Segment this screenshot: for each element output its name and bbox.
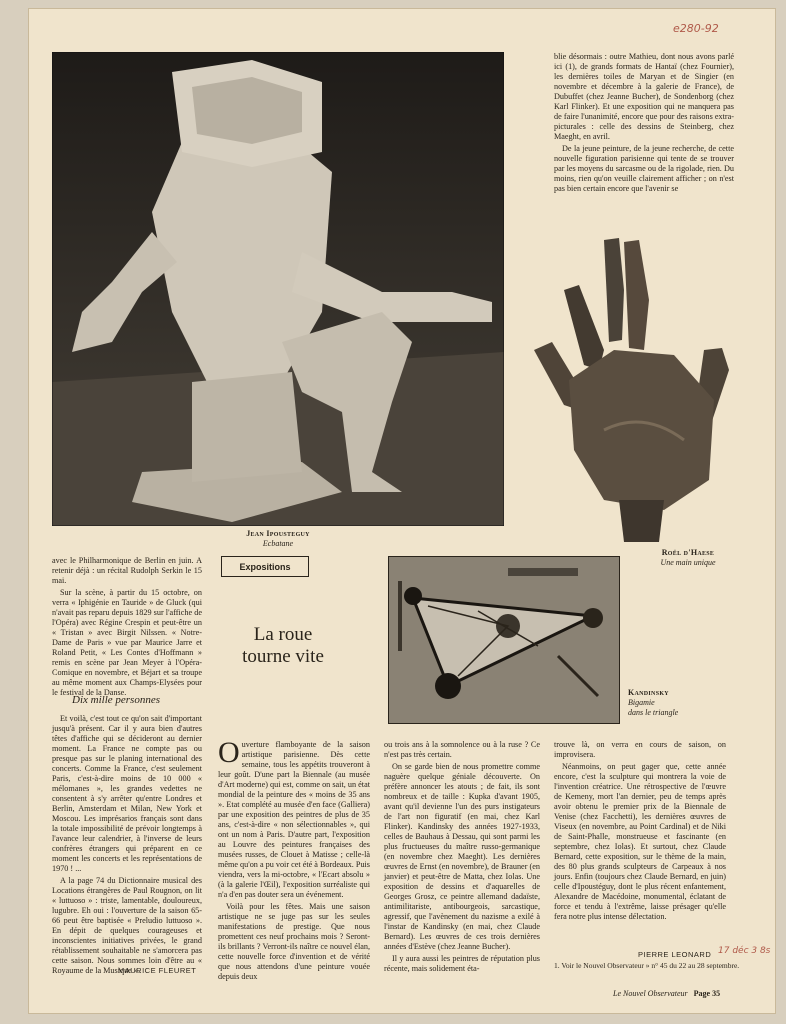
article-column-middle-2 [384, 740, 540, 976]
hand-photo [524, 230, 746, 542]
handwritten-date: 17 déc 3 8s [718, 946, 771, 956]
hand-title: Une main unique [660, 558, 716, 567]
painting-caption [628, 688, 728, 718]
painting-title-line1: Bigamie [628, 698, 655, 707]
article-column-right [554, 740, 726, 924]
paragraph: Sur la scène, à partir du 15 octobre, on verra « Iphigénie en Tauride » de Gluck (qui n'avait pas reparu depuis 1829 sur l'affiche de l'Opéra) avec Régine Crespin et peut-être un « Tristan » avec Birgit Nilssen. « Notre-Dame de Paris » vue par Maurice Jarre et Roland Petit, « Les Contes d'Hoffmann » remis en scène par Jean Meyer à l'Opéra-Comique en novembre, et Béjart et sa troupe au même moment aux Champs-Elysées pour le festival de la Danse. [52, 588, 202, 697]
sculpture-photo [52, 52, 504, 526]
page-footer [613, 989, 720, 998]
paragraph: Néanmoins, on peut gager que, cette année encore, c'est la sculpture qui montrera la voie de l'invention créatrice. Une rétrospective de l'œuvre de Kemeny, mort l'an dernier, peu de temps après avoir obtenu le premier prix de la Biennale de Venise (chez Facchetti), les dernières œuvres de Viseux (en novembre, au Point Cardinal) et de Niki de Saint-Phalle, monstrueuse et fascinante (en septembre, chez Iolas). Et surtout, chez Claude Bernard, cette exposition, sur le thème de la main, des 80 plus grands sculpteurs de Carpeaux à nos jours. Enfin (toujours chez Claude Bernard, en juin) celle d'Ipoustéguy, dont le plus récent enfantement, Alexandre de Macédoine, monumental, éclatant de force et tendu à l'extrême, laisse présager qu'elle fera notre plus intense délectation. [554, 762, 726, 921]
footnote: 1. Voir le Nouvel Observateur » n° 45 du 22 au 28 septembre. [554, 961, 740, 970]
hand-sculpture-image [524, 230, 746, 542]
headline: La roue tourne vite [242, 624, 324, 667]
page-number: Page 35 [693, 989, 721, 998]
byline-right: PIERRE LEONARD [638, 950, 712, 959]
article-column-right-top [554, 52, 734, 196]
paragraph: blie désormais : outre Mathieu, dont nous avons parlé ici (1), de grands formats de Hantaï (chez Fournier), les dernières toiles de Maryan et de Singier (en novembre et décembre à la galerie de France), de Dubuffet (chez Jeanne Bucher), de Sondenborg (chez Karl Flinker). Et une exposition qui ne manquera pas de faire l'unanimité, encore que pour des raisons extra-picturales : celle des dessins de Steinberg, chez Maeght, en avril. [554, 52, 734, 141]
article-column-left-bottom [52, 714, 202, 978]
paragraph: De la jeune peinture, de la jeune recherche, de cette nouvelle figuration parisienne qui tente de se trouver par les moyens du sarcasme ou de la rigolade, rien. Du moins, rien qu'on veuille clairement afficher ; on n'est pas bien certain encore que l'avenir se [554, 144, 734, 193]
magazine-name: Le Nouvel Observateur [613, 989, 688, 998]
section-label: Expositions [221, 556, 309, 577]
paragraph: Et voilà, c'est tout ce qu'on sait d'important jusqu'à présent. Car il y aura bien d'autres têtes d'affiche qui se décideront au dernier moment. La France ne compte pas ou presque pas sur le planing international des concerts. Comme la France, c'est seulement Paris, c'est-à-dire moins de 10 000 « mélomanes », les grandes vedettes ne consentent à s'y arrêter qu'entre Londres et Berlin, Amsterdam et Milan, New York et Moscou. Les imprésarios français sont dans la totale impossibilité de prévoir longtemps à l'avance leur calendrier, à l'inverse de leurs confrères étrangers qui préparent en ce moment les concerts et les représentations de 1970 ! ... [52, 714, 202, 873]
paragraph: Voilà pour les fêtes. Mais une saison artistique ne se juge pas sur les seules manifestations de prestige. Que nous promettent ces neuf prochains mois ? Seront-ils brillants ? Verront-ils naître ce nouvel élan, cette nouvelle force d'invention et de vérité que nous attendons d'une peinture vouée depuis deux [218, 902, 370, 981]
paragraph: ou trois ans à la somnolence ou à la ruse ? Ce n'est pas très certain. [384, 740, 540, 759]
subheading: Dix mille personnes [72, 694, 160, 706]
hand-caption [628, 548, 748, 568]
sculpture-caption [188, 529, 368, 549]
painting-title-line2: dans le triangle [628, 708, 679, 717]
article-column-left [52, 556, 202, 700]
byline-left: MAURICE FLEURET [118, 966, 197, 975]
sculpture-title: Ecbatane [262, 539, 294, 548]
hand-artist: Roël d'Haese [661, 548, 715, 557]
drop-cap: O [218, 736, 240, 769]
paragraph: avec le Philharmonique de Berlin en juin. A retenir déjà : un récital Rudolph Serkin le 15 mai. [52, 556, 202, 585]
painting-artist: Kandinsky [628, 688, 669, 697]
paragraph: uverture flamboyante de la saison artistique parisienne. Dès cette semaine, tous les appétits trouveront à leur goût. D'une part la Biennale (au musée d'Art moderne) qui est, comme on sait, un état mondial de la peinture des « moins de 35 ans ». Etat complété au musée d'en face (Galliera) par une exposition des peintres de plus de 35 ans, c'est-à-dire « non sélectionnables », qui ont un nom à Paris. D'autre part, l'exposition au Louvre des peintures françaises des musées russes, de Clouet à Matisse ; celle-là même qu'on a pu voir cet été à Bordeaux. Puis viendra, vers la mi-octobre, « l'Ecart absolu » (à la galerie l'Œil), l'exposition surréaliste qui n'a d'en pas douter sera un événement. [218, 740, 370, 899]
sculpture-artist: Jean Ipousteguy [246, 529, 310, 538]
handwritten-reference: e280-92 [673, 22, 719, 35]
painting-photo [388, 556, 620, 724]
paragraph: A la page 74 du Dictionnaire musical des Locations étrangères de Paul Rougnon, on lit « luttuoso » : triste, lamentable, douloureux, lugubre. Eh oui : l'ouverture de la saison 65-66 peut être baptisée « Preludio luttuoso ». En dépit de quelques courageuses et inconscientes initiatives privées, le grand rétablissement souhaitable ne s'amorcera pas cette saison. Nous sommes loin d'être au « Royaume de la Musique ». [52, 876, 202, 975]
paragraph: On se garde bien de nous promettre comme naguère quelque géniale découverte. On préfère annoncer les atouts ; de fait, ils sont nombreux et de taille : Kupka d'avant 1905, avant qu'il devienne l'un des purs instigateurs de l'art non figuratif (en mai, chez Karl Flinker). Kandinsky des années 1927-1933, celles de Bauhaus à Dessau, qui sont parmi les plus fructueuses du maître russo-germanique (en novembre chez Maeght). Les dernières œuvres de Ernst (en novembre), de Brauner (en janvier) et peut-être de Matta, chez Iolas. Une exposition de dessins et d'aquarelles de Georges Grosz, ce peintre allemand dadaïste, antimilitariste, antibourgeois, sarcastique, agressif, que l'avènement du nazisme a exilé à l'instar de Kandinsky (en mai, chez Claude Bernard). Les œuvres de ces trois dernières années d'Estève (chez Jeanne Bucher). [384, 762, 540, 951]
newspaper-page [28, 8, 776, 1014]
sculpture-image [52, 52, 504, 526]
paragraph: trouve là, on verra en cours de saison, on improvisera. [554, 740, 726, 759]
paragraph: Il y aura aussi les peintres de réputation plus récente, mais solidement éta- [384, 954, 540, 973]
article-column-middle-1 [218, 736, 370, 984]
kandinsky-painting-image [388, 556, 620, 724]
